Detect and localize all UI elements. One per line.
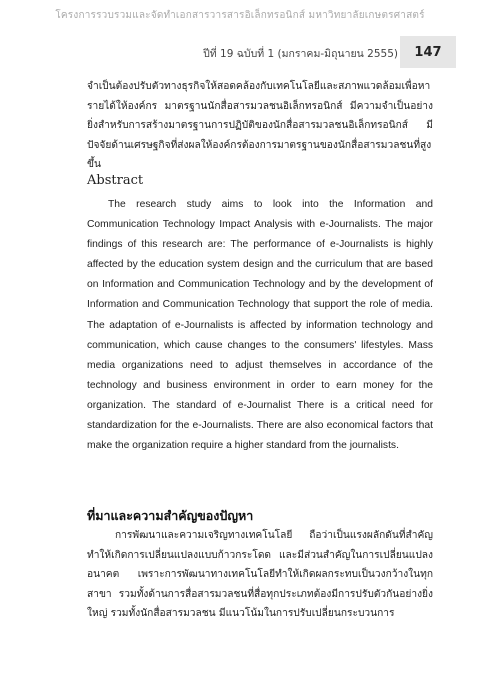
- abstract-heading: Abstract: [87, 173, 144, 188]
- background-body: การพัฒนาและความเจริญทางเทคโนโลยี ถือว่าเป็นแรงผลักดันที่สำคัญทำให้เกิดการเปลี่ยนแปลงแบบก้าวกระโดด และมีส่วนสำคัญในการเปลี่ยนแปลงอนาคต เพราะการพัฒนาทางเทคโนโลยีทำให้เกิดผลกระทบเป็นวงกว้างในทุกสาขา รวมทั้งด้านการสื่อสารมวลชนที่สื่อทุกประเภทต้องมีการปรับตัวกันอย่างยิ่งใหญ่ รวมทั้งนักสื่อสารมวลชน มีแนวโน้มในการปรับเปลี่ยนกระบวนการ: [87, 530, 433, 620]
- page-number: 147: [414, 44, 442, 60]
- background-heading: ที่มาและความสำคัญของปัญหา: [87, 508, 254, 523]
- running-header-title: โครงการรวบรวมและจัดทำเอกสารวารสารอิเล็กทรอนิกส์ มหาวิทยาลัยเกษตรศาสตร์: [55, 10, 425, 21]
- intro-paragraph: จำเป็นต้องปรับตัวทางธุรกิจให้สอดคล้องกับเทคโนโลยีและสภาพแวดล้อมเพื่อหารายได้ให้องค์กร มาตรฐานนักสื่อสารมวลชนอิเล็กทรอนิกส์ มีความจำเป็นอย่างยิ่งสำหรับการสร้างมาตรฐานการปฏิบัติของนักสื่อสารมวลชนอิเล็กทรอนิกส์ มีปัจจัยด้านเศรษฐกิจที่ส่งผลให้องค์กรต้องการมาตรฐานของนักสื่อสารมวลชนที่สูงขึ้น: [87, 81, 433, 171]
- header-row: [0, 36, 480, 68]
- issue-info: ปีที่ 19 ฉบับที่ 1 (มกราคม-มิถุนายน 2555): [203, 48, 398, 60]
- abstract-body: The research study aims to look into the Information and Communication Technology Impact Analysis with e-Journalists. The major findings of this research are: The performance of e-Journalists is highly affected by the education system design and the curriculum that are based on Information and Communication Technology and by the development of Information and Communication Technology that support the role of media. The adaptation of e-Journalists is affected by information technology and communication, which cause changes to the consumers' lifestyles. Mass media organizations need to adjust themselves in accordance of the technology and business environment in order to earn money for the organization. The standard of e-Journalist There is a critical need for standardization for the e-Journalists. There are also economical factors that make the organization require a higher standard from the journalists.: [87, 199, 433, 452]
- page-number-box: [400, 36, 456, 68]
